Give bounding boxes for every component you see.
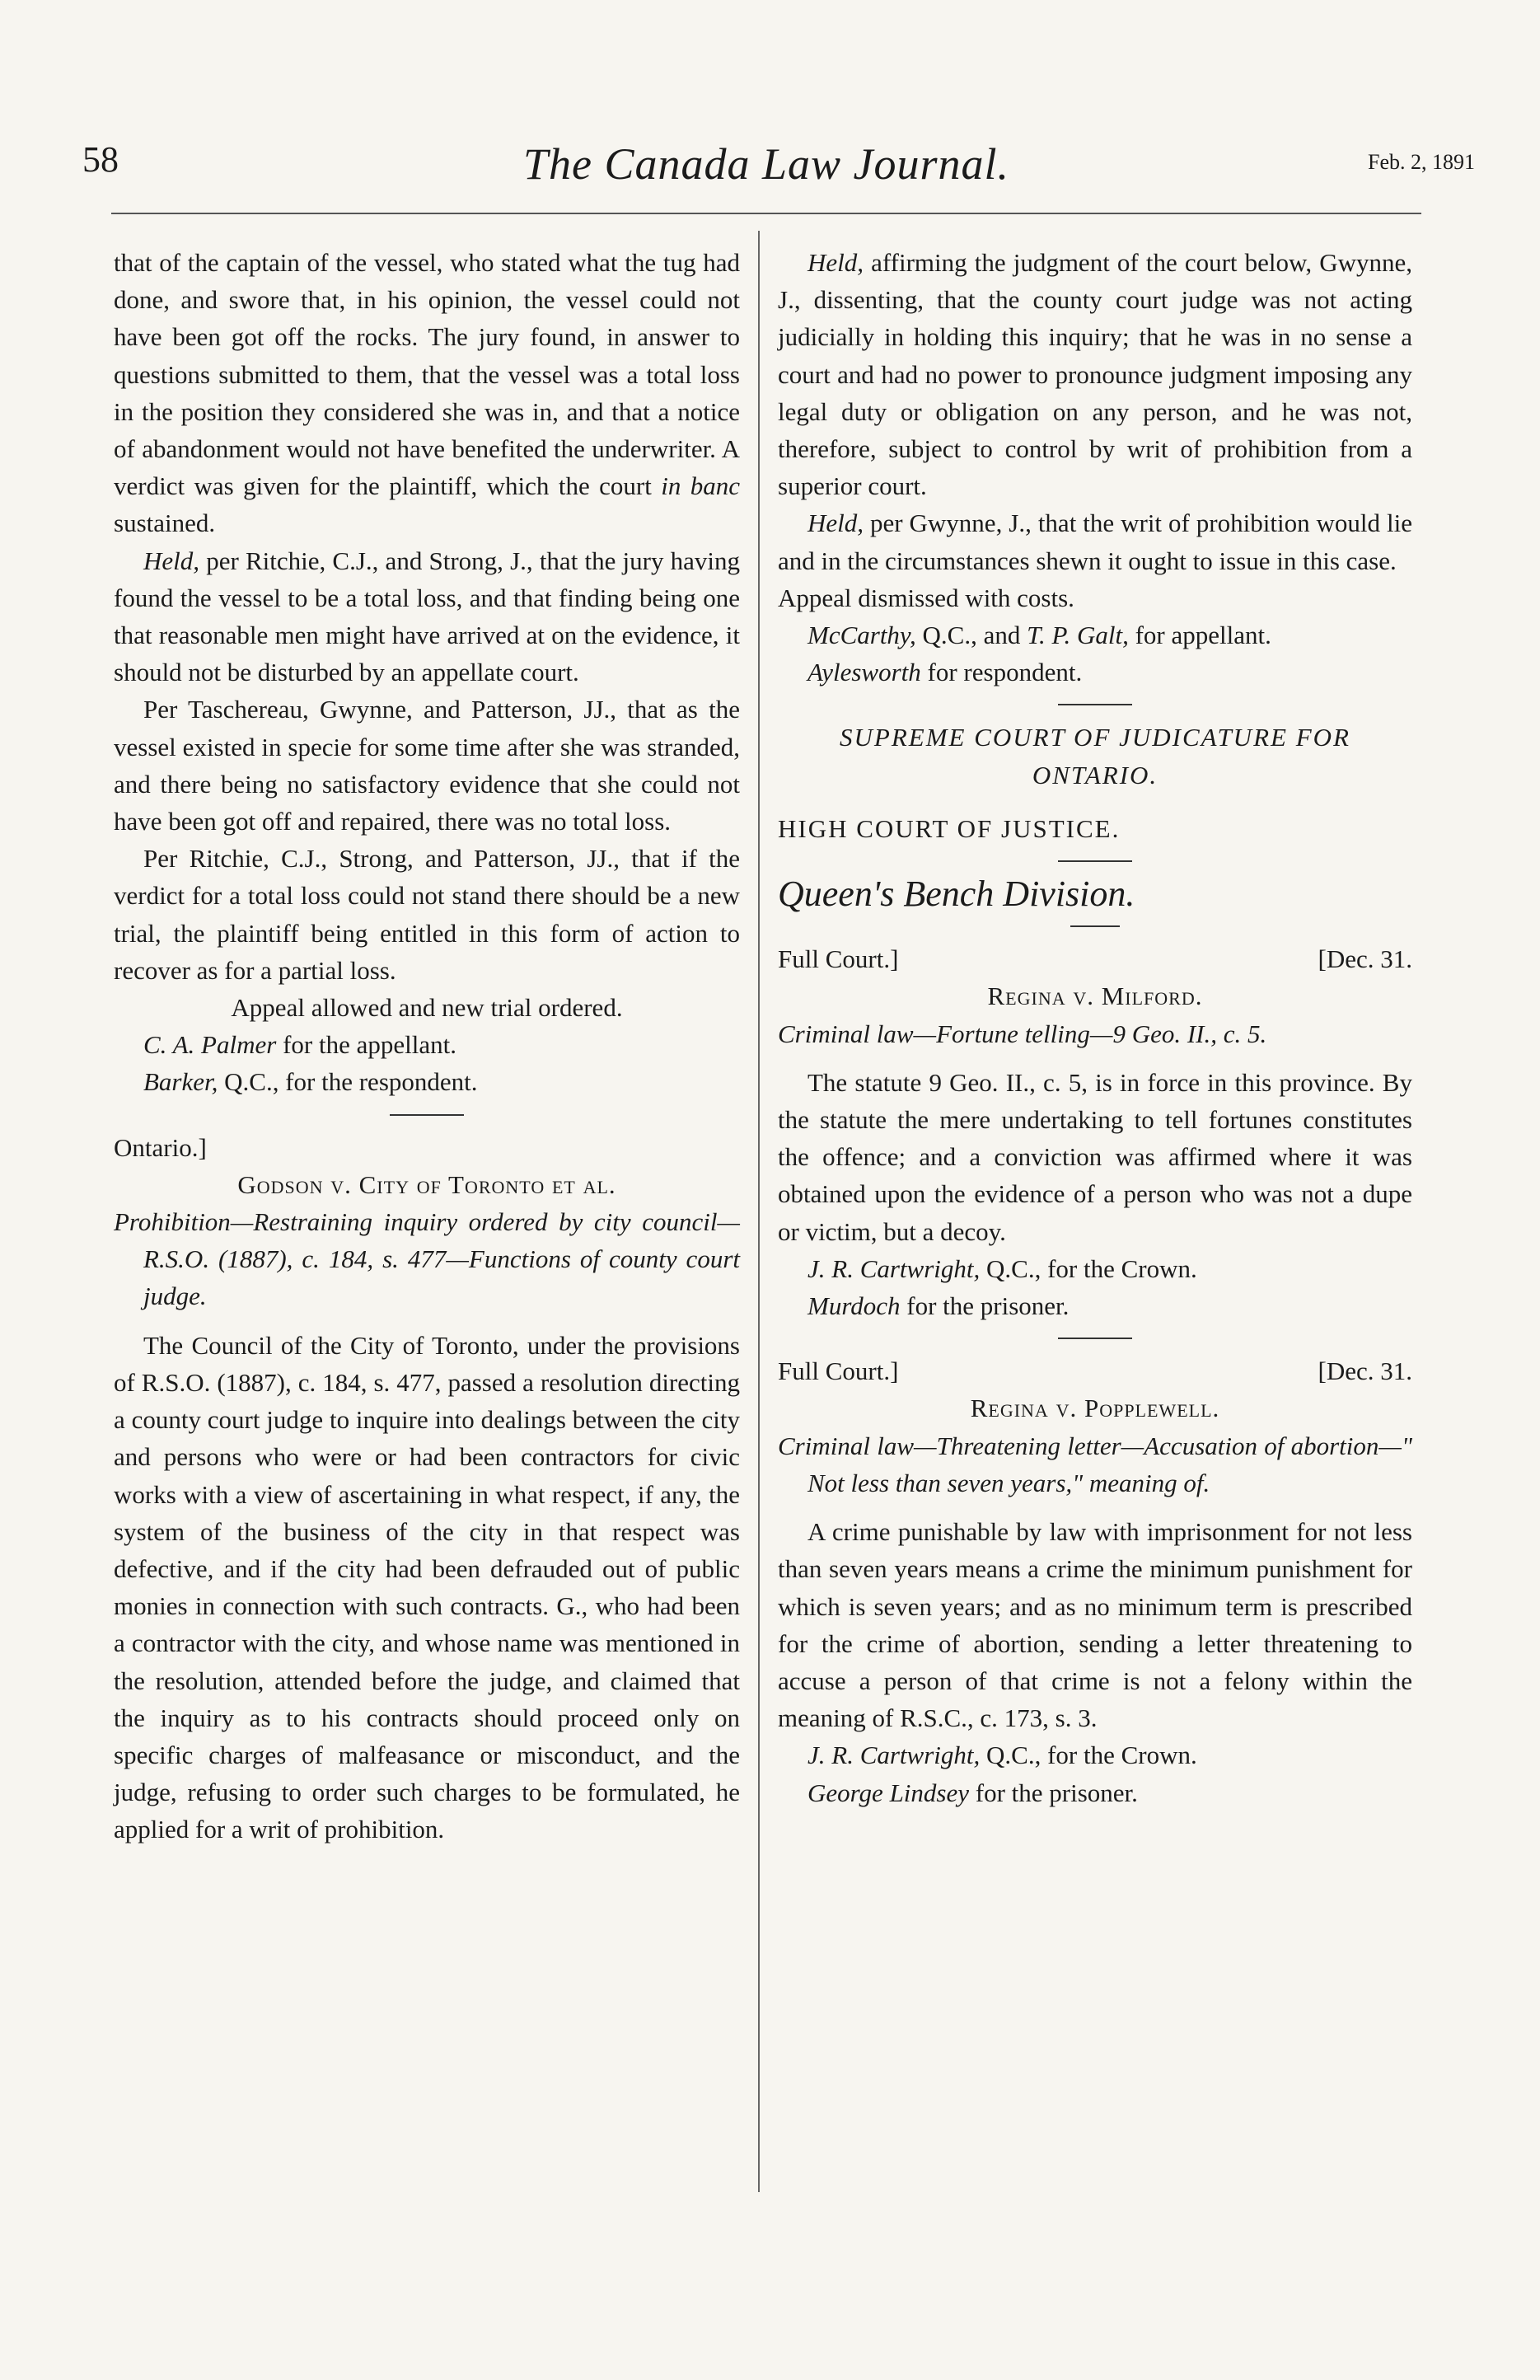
court-subheading: HIGH COURT OF JUSTICE. bbox=[778, 813, 1121, 843]
case-name: Godson v. City of Toronto et al. bbox=[237, 1169, 616, 1199]
court-location: Full Court.] [Dec. 31. bbox=[778, 944, 1412, 974]
case-headnote: Criminal law—Threatening letter—Accusation of abortion—" Not less than seven years," meaning of. bbox=[778, 1431, 1412, 1497]
section-rule bbox=[1058, 704, 1132, 705]
paragraph: The Council of the City of Toronto, under the provisions of R.S.O. (1887), c. 184, s. 477, passed a resolution directing a county court judge to inquire into dealings between the city and persons who were or had been contractors for civic works with a view of ascertaining in what respect, if any, the system of the business of the city in that respect was defective, and if the city had been defrauded out of public monies in connection with such contracts. G., who had been a contractor with the city, and whose name was mentioned in the resolution, attended before the judge, and claimed that the inquiry as to his contracts should proceed only on specific charges of malfeasance or misconduct, and the judge, refusing to order such charges to be formulated, he applied for a writ of prohibition. bbox=[114, 1330, 740, 1844]
journal-title: The Canada Law Journal. bbox=[522, 139, 1010, 189]
case-name: Regina v. Milford. bbox=[987, 982, 1203, 1011]
per-paragraph: Per Ritchie, C.J., Strong, and Patterson, JJ., that if the verdict for a total loss could not stand there should be a new trial, the plaintiff being entitled in this form of action to recover as for a partial loss. bbox=[114, 844, 740, 985]
counsel-line: J. R. Cartwright, Q.C., for the Crown. bbox=[807, 1253, 1197, 1283]
column-divider bbox=[758, 231, 760, 2192]
case-name: Regina v. Popplewell. bbox=[970, 1394, 1220, 1423]
division-heading: Queen's Bench Division. bbox=[778, 874, 1135, 915]
paragraph: A crime punishable by law with imprisonment for not less than seven years means a crime the minimum punishment for which is seven years; and as no minimum term is prescribed for the crime of abortion, sending a letter threatening to accuse a person of that crime is not a felony within the meaning of R.S.C., c. 173, s. 3. bbox=[778, 1517, 1412, 1733]
counsel-line: Barker, Q.C., for the respondent. bbox=[143, 1067, 478, 1097]
issue-date: Feb. 2, 1891 bbox=[1368, 150, 1475, 174]
section-rule bbox=[1058, 1338, 1132, 1339]
section-rule bbox=[390, 1114, 464, 1116]
counsel-line: George Lindsey for the prisoner. bbox=[807, 1778, 1138, 1807]
section-rule bbox=[1070, 925, 1120, 927]
counsel-line: McCarthy, Q.C., and T. P. Galt, for appellant. bbox=[807, 621, 1271, 650]
held-paragraph: Held, per Gwynne, J., that the writ of prohibition would lie and in the circumstances shewn it ought to issue in this case. bbox=[778, 508, 1412, 575]
right-column bbox=[778, 244, 1412, 1811]
court-location: Full Court.] [Dec. 31. bbox=[778, 1356, 1412, 1386]
paragraph: that of the captain of the vessel, who stated what the tug had done, and swore that, in his opinion, the vessel could not have been got off the rocks. The jury found, in answer to questions submitted to them, that the vessel was a total loss in the position they considered she was in, and that a notice of abandonment would not have benefited the underwriter. A verdict was given for the plaintiff, which the court in banc sustained. bbox=[114, 248, 741, 538]
case-headnote: Prohibition—Restraining inquiry ordered by city council—R.S.O. (1887), c. 184, s. 477—Functions of county court judge. bbox=[114, 1207, 740, 1311]
per-paragraph: Per Taschereau, Gwynne, and Patterson, JJ., that as the vessel existed in specie for some time after she was stranded, and there being no satisfactory evidence that she could not have been got off and repaired, there was no total loss. bbox=[114, 695, 740, 836]
page-number: 58 bbox=[82, 139, 119, 180]
held-paragraph: Held, per Ritchie, C.J., and Strong, J., that the jury having found the vessel to be a total loss, and that finding being one that reasonable men might have arrived at on the evidence, it should not be disturbed by an appellate court. bbox=[114, 546, 740, 687]
page-header bbox=[82, 138, 1475, 196]
paragraph: The statute 9 Geo. II., c. 5, is in force in this province. By the statute the mere undertaking to tell fortunes constitutes the offence; and a conviction was affirmed where it was obtained upon the evidence of a person who was not a dupe or victim, but a decoy. bbox=[778, 1067, 1412, 1246]
section-rule bbox=[1058, 860, 1132, 862]
appeal-result: Appeal allowed and new trial ordered. bbox=[231, 993, 623, 1023]
counsel-line: C. A. Palmer for the appellant. bbox=[143, 1030, 456, 1060]
court-location: Ontario.] bbox=[114, 1132, 207, 1162]
court-heading: SUPREME COURT OF JUDICATURE FOR ONTARIO. bbox=[840, 723, 1350, 789]
header-rule bbox=[111, 213, 1421, 214]
counsel-line: Aylesworth for respondent. bbox=[807, 658, 1083, 687]
held-paragraph: Held, affirming the judgment of the court below, Gwynne, J., dissenting, that the county court judge was not acting judicially in holding this inquiry; that he was in no sense a court and had no power to pronounce judgment imposing any legal duty or obligation on any person, and he was not, therefore, subject to control by writ of prohibition from a superior court. bbox=[778, 248, 1412, 501]
left-column bbox=[114, 244, 740, 1848]
appeal-result: Appeal dismissed with costs. bbox=[778, 583, 1074, 612]
case-headnote: Criminal law—Fortune telling—9 Geo. II., c. 5. bbox=[778, 1019, 1267, 1048]
counsel-line: J. R. Cartwright, Q.C., for the Crown. bbox=[807, 1740, 1197, 1770]
counsel-line: Murdoch for the prisoner. bbox=[807, 1291, 1070, 1321]
